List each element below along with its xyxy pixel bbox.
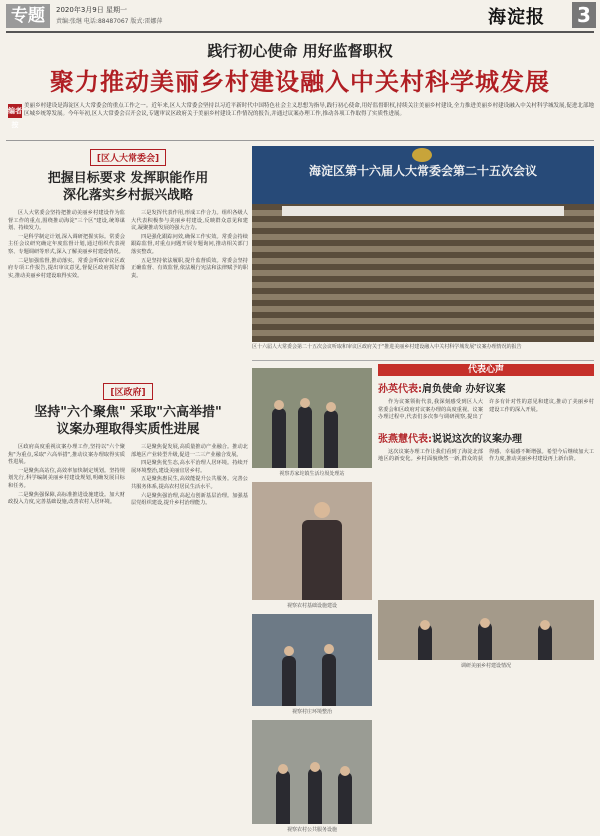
audience-rows xyxy=(252,204,594,342)
paragraph: 这次议案办理工作让我们看到了海淀北部地区的新变化。乡村面貌焕然一新,群众的获得感、幸福感不断增强。希望今后继续加大工作力度,推动美丽乡村建设再上新台阶。 xyxy=(378,448,594,463)
subheading-2 xyxy=(378,430,594,445)
article-body xyxy=(8,444,248,508)
paragraph: 六是聚焦强治理,高起点创新基层治理。加强基层党组织建设,提升乡村治理能力。 xyxy=(131,492,248,507)
article-body xyxy=(378,399,594,422)
paragraph: 五是聚焦惠民生,高效能提升公共服务。完善公共服务体系,提高农村居民生活水平。 xyxy=(131,476,248,490)
photo-caption: 视察农村公共服务设施 xyxy=(286,827,337,833)
lead-badge: 编者按 xyxy=(8,104,22,118)
podium-desk xyxy=(282,206,564,216)
article-title-line2: 深化落实乡村振兴战略 xyxy=(62,188,193,203)
inspection-photo-3 xyxy=(252,614,372,706)
person-figure xyxy=(272,408,286,468)
section-tab: 专题 xyxy=(6,4,50,28)
person-figure xyxy=(302,520,342,600)
person-face xyxy=(480,618,490,628)
person-face xyxy=(340,766,350,776)
person-figure xyxy=(324,410,338,468)
subheading-title: 说说这次的议案办理 xyxy=(432,433,522,445)
person-face xyxy=(300,398,310,408)
subheading-1 xyxy=(378,380,594,395)
person-face xyxy=(310,762,320,772)
representative-name: 孙英代表: xyxy=(378,384,422,395)
article-title-line1: 坚持"六个聚焦" 采取"六高举措" xyxy=(34,405,222,420)
person-face xyxy=(284,646,294,656)
paragraph: 四是聚焦优生态,高水平治理人居环境。持续开展环境整治,建设美丽宜居乡村。 xyxy=(131,460,248,474)
section-label: [区人大常委会] xyxy=(90,149,166,166)
person-face xyxy=(314,502,330,518)
subheading-title: 肩负使命 办好议案 xyxy=(422,384,506,395)
editor-info: 责编:张继 电话:88487067 版式:雷娜萍 xyxy=(56,18,163,25)
paragraph: 二是加强监督,推动落实。常委会听取审议区政府专项工作报告,提出审议意见,督促区政府抓好落实,推动美丽乡村建设取得实效。 xyxy=(8,257,125,279)
emblem-icon xyxy=(412,148,432,162)
photo-caption: 视察村庄环境整治 xyxy=(291,709,332,715)
article-body xyxy=(8,210,248,281)
headline-main: 聚力推动美丽乡村建设融入中关村科学城发展 xyxy=(50,68,550,96)
person-face xyxy=(540,620,550,630)
paragraph: 区政府高度重视议案办理工作,坚持以"六个聚焦"为重点,采取"六高举措",推动议案办理取得实质性进展。 xyxy=(8,444,125,466)
person-face xyxy=(278,764,288,774)
article-standing-committee xyxy=(8,146,248,281)
paragraph: 区人大常委会坚持把推动美丽乡村建设作为监督工作的重点,围绕推动海淀"三个区"建设,统筹谋划、持续发力。 xyxy=(8,210,125,232)
photo-caption: 视察农村基础设施建设 xyxy=(286,603,337,609)
caption-divider xyxy=(252,360,594,361)
article-body xyxy=(378,449,594,465)
headline-kicker: 践行初心使命 用好监督职权 xyxy=(207,42,393,60)
page-number: 3 xyxy=(572,2,596,28)
photo-caption: 视察苏家坨镇生活垃圾处理站 xyxy=(279,471,345,477)
photo-caption: 调研美丽乡村建设情况 xyxy=(460,663,511,669)
paragraph: 一是聚焦高站位,高效率加快制定规划。坚持规划先行,科学编制美丽乡村建设规划,明确发展目标和任务。 xyxy=(8,467,125,489)
paragraph: 作为议案领衔代表,我深刻感受到区人大常委会和区政府对议案办理的高度重视。议案办理过程中,代表们多次参与调研视察,提出了许多有针对性的意见和建议,推动了美丽乡村建设工作的深入开展。 xyxy=(378,399,594,421)
person-figure xyxy=(308,768,322,824)
person-face xyxy=(326,402,336,412)
lead-paragraph: 美丽乡村建设是海淀区人大常委会的重点工作之一。近年来,区人大常委会坚持以习近平新时代中国特色社会主义思想为指导,践行初心使命,用好监督职权,持续关注美丽乡村建设,全力推进美丽乡村建设融入中关村科学城发展,促进北部地区城乡统筹发展。今年年初,区人大常委会召开会议,专题审议区政府关于美丽乡村建设工作情况的报告,并通过议案办理工作,推动各项工作取得了实质性进展。 xyxy=(24,103,594,117)
paragraph: 二是聚焦强保障,高标准推进设施建设。加大财政投入力度,完善基础设施,改善农村人居环境。 xyxy=(8,491,125,506)
paragraph: 四是强化跟踪问效,确保工作实效。常委会持续跟踪监督,对重点问题开展专题询问,推动相关部门落实整改。 xyxy=(131,233,248,255)
person-figure xyxy=(322,654,336,706)
article-title-line1: 把握目标要求 发挥职能作用 xyxy=(47,171,209,186)
section-label: [区政府] xyxy=(103,383,152,400)
paragraph: 三是发挥代表作用,形成工作合力。组织各级人大代表积极参与美丽乡村建设,反映群众意见和建议,凝聚推动发展的强大合力。 xyxy=(131,210,248,232)
inspection-photo-1 xyxy=(252,368,372,468)
issue-date: 2020年3月9日 星期一 xyxy=(56,6,127,14)
lead-divider xyxy=(6,140,594,141)
masthead-logo: 海淀报 xyxy=(488,7,545,28)
inspection-photo-4 xyxy=(252,720,372,824)
person-figure xyxy=(276,770,290,824)
representative-name: 张燕慧代表: xyxy=(378,433,432,445)
person-figure xyxy=(338,772,352,824)
person-face xyxy=(420,620,430,630)
page-header xyxy=(0,0,600,34)
inspection-photo-2 xyxy=(252,482,372,600)
article-title-line2: 议案办理取得实质性进展 xyxy=(56,422,200,437)
photo-caption: 区十六届人大常委会第二十五次会议听取和审议区政府关于"推进美丽乡村建设融入中关村科学城发展"议案办理情况的报告 xyxy=(252,344,522,350)
person-face xyxy=(324,644,334,654)
person-figure xyxy=(282,656,296,706)
representatives-voices xyxy=(378,364,594,464)
person-figure xyxy=(298,406,312,468)
inspection-photo-5 xyxy=(378,600,594,660)
person-face xyxy=(274,400,284,410)
photo-banner-text: 海淀区第十六届人大常委会第二十五次会议 xyxy=(308,164,537,178)
paragraph: 一是科学制定计划,深入调研把握实际。常委会主任会议研究确定年度监督计划,通过组织代表视察、专题调研等形式,深入了解美丽乡村建设情况。 xyxy=(8,233,125,255)
article-district-government xyxy=(8,380,248,508)
paragraph: 三是聚焦促发展,高质量推动产业融合。推动北部地区产业转型升级,促进一二三产业融合发展。 xyxy=(131,444,248,458)
paragraph: 五是坚持依法履职,提升监督质效。常委会坚持正确监督、有效监督,依法履行宪法和法律赋予的职责。 xyxy=(131,257,248,279)
header-divider xyxy=(6,31,594,33)
section-band: 代表心声 xyxy=(378,364,594,376)
meeting-photo xyxy=(252,146,594,342)
